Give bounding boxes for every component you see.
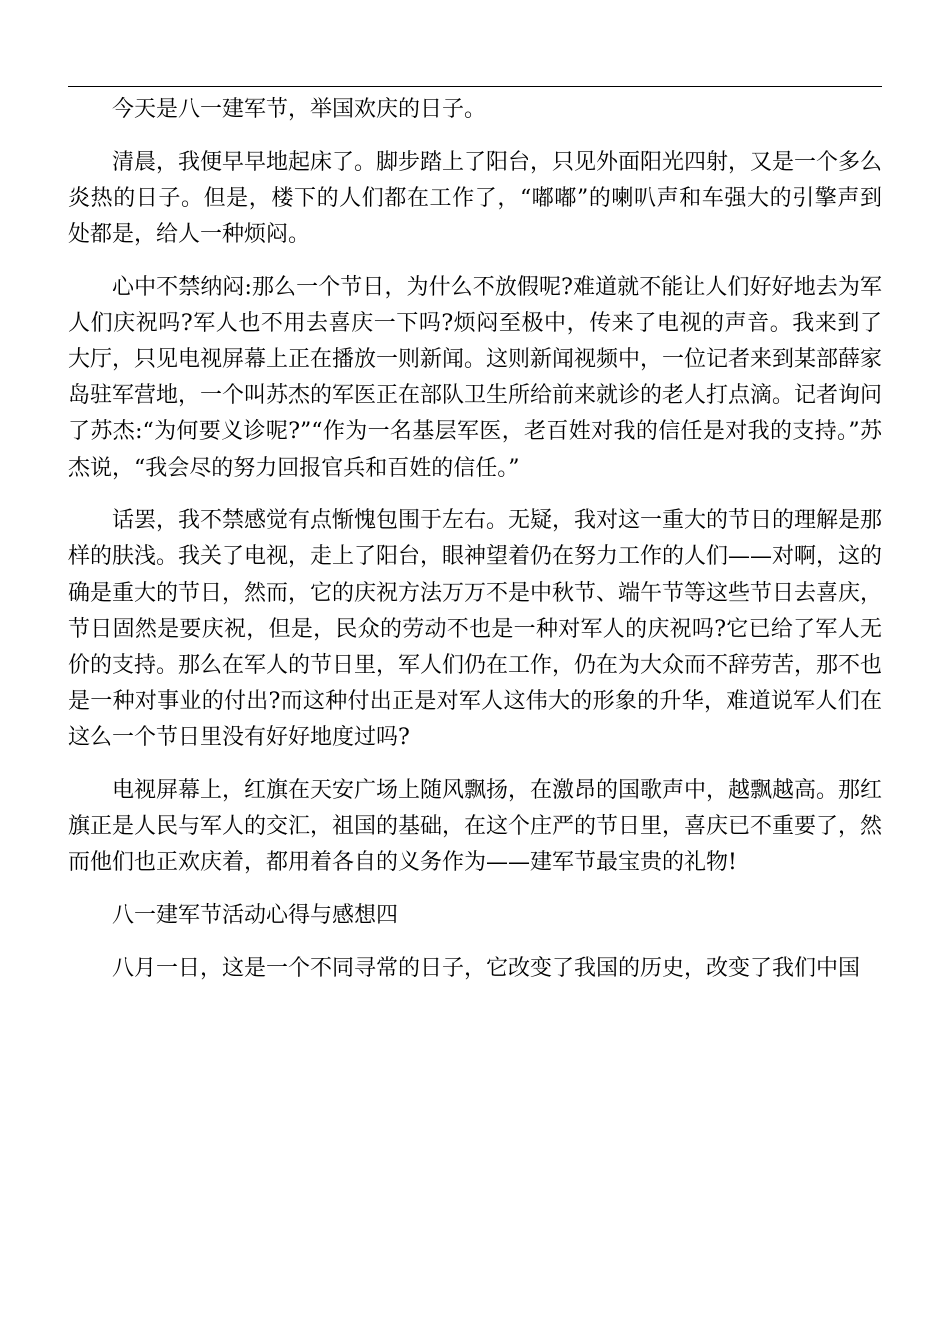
- paragraph-2: 清晨，我便早早地起床了。脚步踏上了阳台，只见外面阳光四射，又是一个多么炎热的日子。但是，楼下的人们都在工作了，“嘟嘟”的喇叭声和车强大的引擎声到处都是，给人一种烦闷。: [68, 149, 883, 247]
- paragraph-5: 电视屏幕上，红旗在天安广场上随风飘扬，在激昂的国歌声中，越飘越高。那红旗正是人民与军人的交汇，祖国的基础，在这个庄严的节日里，喜庆已不重要了，然而他们也正欢庆着，都用着各自的义务作为——建军节最宝贵的礼物!: [68, 778, 883, 876]
- paragraph-1: 今天是八一建军节，举国欢庆的日子。: [112, 97, 487, 122]
- header-rule: [68, 86, 882, 87]
- document-body: [68, 92, 882, 1003]
- section-heading: 八一建军节活动心得与感想四: [112, 903, 399, 929]
- paragraph-3: 心中不禁纳闷:那么一个节日，为什么不放假呢?难道就不能让人们好好地去为军人们庆祝吗?军人也不用去喜庆一下吗?烦闷至极中，传来了电视的声音。我来到了大厅，只见电视屏幕上正在播放一则新闻。这则新闻视频中，一位记者来到某部薛家岛驻军营地，一个叫苏杰的军医正在部队卫生所给前来就诊的老人打点滴。记者询问了苏杰:“为何要义诊呢?”“作为一名基层军医，老百姓对我的信任是对我的支持。”苏杰说，“我会尽的努力回报官兵和百姓的信任。”: [68, 274, 883, 481]
- paragraph-7: 八月一日，这是一个不同寻常的日子，它改变了我国的历史，改变了我们中国: [112, 955, 861, 981]
- paragraph-4: 话罢，我不禁感觉有点惭愧包围于左右。无疑，我对这一重大的节日的理解是那样的肤浅。我关了电视，走上了阳台，眼神望着仍在努力工作的人们——对啊，这的确是重大的节日，然而，它的庆祝方法万万不是中秋节、端午节等这些节日去喜庆，节日固然是要庆祝，但是，民众的劳动不也是一种对军人的庆祝吗?它已给了军人无价的支持。那么在军人的节日里，军人们仍在工作，仍在为大众而不辞劳苦，那不也是一种对事业的付出?而这种付出正是对军人这伟大的形象的升华，难道说军人们在这么一个节日里没有好好地度过吗?: [68, 508, 883, 751]
